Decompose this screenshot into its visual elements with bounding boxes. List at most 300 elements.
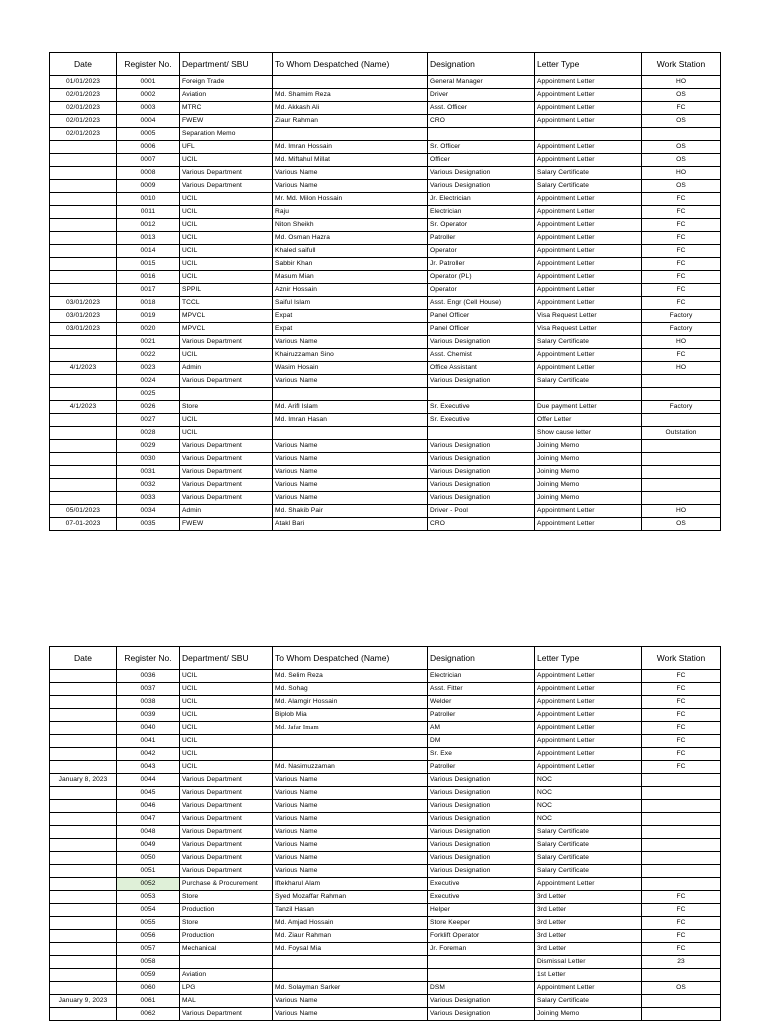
letter-type-cell: Appointment Letter bbox=[535, 102, 642, 115]
table-row bbox=[50, 982, 721, 995]
designation-cell bbox=[428, 969, 535, 982]
date-cell bbox=[50, 761, 117, 774]
table-row bbox=[50, 683, 721, 696]
work-station-cell bbox=[642, 826, 721, 839]
letter-type-cell: Appointment Letter bbox=[535, 982, 642, 995]
despatched-to-cell: Expat bbox=[273, 310, 428, 323]
department-cell: Various Department bbox=[180, 839, 273, 852]
despatched-to-cell bbox=[273, 748, 428, 761]
date-cell bbox=[50, 891, 117, 904]
despatched-to-cell: Various Name bbox=[273, 1008, 428, 1021]
table-row bbox=[50, 1008, 721, 1021]
work-station-cell: 23 bbox=[642, 956, 721, 969]
department-cell: Mechanical bbox=[180, 943, 273, 956]
designation-cell: Various Designation bbox=[428, 852, 535, 865]
department-cell: Production bbox=[180, 930, 273, 943]
despatched-to-cell: Various Name bbox=[273, 787, 428, 800]
letter-type-cell: Appointment Letter bbox=[535, 761, 642, 774]
register-no-cell: 0055 bbox=[117, 917, 180, 930]
register-no-cell: 0005 bbox=[117, 128, 180, 141]
table-row bbox=[50, 943, 721, 956]
table-row bbox=[50, 891, 721, 904]
register-no-cell: 0022 bbox=[117, 349, 180, 362]
table-row bbox=[50, 284, 721, 297]
letter-type-cell: Salary Certificate bbox=[535, 336, 642, 349]
letter-type-cell: Appointment Letter bbox=[535, 505, 642, 518]
register-no-cell: 0031 bbox=[117, 466, 180, 479]
work-station-cell: FC bbox=[642, 696, 721, 709]
despatched-to-cell: Various Name bbox=[273, 440, 428, 453]
register-no-cell: 0025 bbox=[117, 388, 180, 401]
register-no-cell: 0036 bbox=[117, 670, 180, 683]
work-station-cell: FC bbox=[642, 219, 721, 232]
register-no-cell: 0058 bbox=[117, 956, 180, 969]
work-station-cell: FC bbox=[642, 284, 721, 297]
letter-type-cell: 3rd Letter bbox=[535, 943, 642, 956]
register-no-cell: 0029 bbox=[117, 440, 180, 453]
work-station-cell bbox=[642, 813, 721, 826]
despatched-to-cell: Various Name bbox=[273, 180, 428, 193]
designation-cell: Various Designation bbox=[428, 167, 535, 180]
work-station-cell: Factory bbox=[642, 401, 721, 414]
letter-type-cell: 3rd Letter bbox=[535, 917, 642, 930]
date-cell bbox=[50, 787, 117, 800]
designation-cell: Officer bbox=[428, 154, 535, 167]
work-station-cell: FC bbox=[642, 748, 721, 761]
despatched-to-cell: Md. Amjad Hossain bbox=[273, 917, 428, 930]
department-cell: Various Department bbox=[180, 479, 273, 492]
register-no-cell: 0042 bbox=[117, 748, 180, 761]
department-cell: UFL bbox=[180, 141, 273, 154]
despatched-to-cell: Mr. Md. Milon Hossain bbox=[273, 193, 428, 206]
letter-type-cell: Appointment Letter bbox=[535, 219, 642, 232]
designation-cell: Various Designation bbox=[428, 787, 535, 800]
letter-type-cell: Due payment Letter bbox=[535, 401, 642, 414]
despatched-to-cell: Khaled saifull bbox=[273, 245, 428, 258]
department-cell: Various Department bbox=[180, 453, 273, 466]
date-cell bbox=[50, 427, 117, 440]
letter-type-cell: Appointment Letter bbox=[535, 245, 642, 258]
despatched-to-cell: Aznir Hossain bbox=[273, 284, 428, 297]
department-cell: UCIL bbox=[180, 427, 273, 440]
register-no-cell: 0001 bbox=[117, 76, 180, 89]
work-station-cell: FC bbox=[642, 761, 721, 774]
date-cell bbox=[50, 141, 117, 154]
date-cell: 05/01/2023 bbox=[50, 505, 117, 518]
letter-type-cell: Appointment Letter bbox=[535, 518, 642, 531]
work-station-cell bbox=[642, 995, 721, 1008]
department-cell: Various Department bbox=[180, 375, 273, 388]
work-station-cell: OS bbox=[642, 115, 721, 128]
work-station-cell bbox=[642, 492, 721, 505]
work-station-cell bbox=[642, 453, 721, 466]
designation-cell: Asst. Fitter bbox=[428, 683, 535, 696]
letter-type-cell: Visa Request Letter bbox=[535, 323, 642, 336]
designation-cell: DSM bbox=[428, 982, 535, 995]
department-cell: UCIL bbox=[180, 154, 273, 167]
despatched-to-cell: Various Name bbox=[273, 800, 428, 813]
work-station-cell: FC bbox=[642, 245, 721, 258]
table-row bbox=[50, 505, 721, 518]
work-station-cell: FC bbox=[642, 206, 721, 219]
table-row bbox=[50, 375, 721, 388]
register-no-cell: 0045 bbox=[117, 787, 180, 800]
header-designation: Designation bbox=[428, 53, 535, 76]
register-no-cell: 0048 bbox=[117, 826, 180, 839]
work-station-cell bbox=[642, 969, 721, 982]
designation-cell: Various Designation bbox=[428, 375, 535, 388]
letter-type-cell: Appointment Letter bbox=[535, 232, 642, 245]
department-cell: Various Department bbox=[180, 826, 273, 839]
table-row bbox=[50, 258, 721, 271]
despatched-to-cell bbox=[273, 128, 428, 141]
table-row bbox=[50, 193, 721, 206]
table-row bbox=[50, 167, 721, 180]
letter-type-cell: Appointment Letter bbox=[535, 258, 642, 271]
register-no-cell: 0054 bbox=[117, 904, 180, 917]
department-cell: TCCL bbox=[180, 297, 273, 310]
department-cell: LPG bbox=[180, 982, 273, 995]
letter-type-cell: Joining Memo bbox=[535, 479, 642, 492]
letter-type-cell: Salary Certificate bbox=[535, 852, 642, 865]
table-row bbox=[50, 479, 721, 492]
date-cell bbox=[50, 969, 117, 982]
department-cell: Various Department bbox=[180, 787, 273, 800]
letter-type-cell: Salary Certificate bbox=[535, 839, 642, 852]
despatched-to-cell: Khairuzzaman Sino bbox=[273, 349, 428, 362]
work-station-cell: FC bbox=[642, 193, 721, 206]
register-no-cell: 0044 bbox=[117, 774, 180, 787]
designation-cell: Office Assistant bbox=[428, 362, 535, 375]
table-row bbox=[50, 323, 721, 336]
designation-cell: Sr. Exe bbox=[428, 748, 535, 761]
designation-cell: CRO bbox=[428, 518, 535, 531]
date-cell bbox=[50, 670, 117, 683]
letter-type-cell: Appointment Letter bbox=[535, 362, 642, 375]
register-no-cell: 0003 bbox=[117, 102, 180, 115]
work-station-cell bbox=[642, 440, 721, 453]
despatched-to-cell: Tanzil Hasan bbox=[273, 904, 428, 917]
designation-cell bbox=[428, 388, 535, 401]
work-station-cell bbox=[642, 466, 721, 479]
table-row bbox=[50, 89, 721, 102]
date-cell: 02/01/2023 bbox=[50, 102, 117, 115]
letter-type-cell: NOC bbox=[535, 787, 642, 800]
letter-type-cell: Dismissal Letter bbox=[535, 956, 642, 969]
designation-cell: Helper bbox=[428, 904, 535, 917]
work-station-cell: FC bbox=[642, 232, 721, 245]
despatched-to-cell: Various Name bbox=[273, 479, 428, 492]
table-row bbox=[50, 115, 721, 128]
register-no-cell: 0017 bbox=[117, 284, 180, 297]
department-cell: UCIL bbox=[180, 271, 273, 284]
table-row bbox=[50, 735, 721, 748]
register-no-cell: 0046 bbox=[117, 800, 180, 813]
despatched-to-cell: Sabbir Khan bbox=[273, 258, 428, 271]
table-body bbox=[50, 670, 721, 1021]
department-cell: UCIL bbox=[180, 748, 273, 761]
table-row bbox=[50, 518, 721, 531]
register-no-cell: 0013 bbox=[117, 232, 180, 245]
despatched-to-cell bbox=[273, 735, 428, 748]
register-no-cell: 0040 bbox=[117, 722, 180, 735]
register-no-cell: 0019 bbox=[117, 310, 180, 323]
department-cell: Various Department bbox=[180, 1008, 273, 1021]
department-cell: UCIL bbox=[180, 683, 273, 696]
date-cell bbox=[50, 271, 117, 284]
department-cell: FWEW bbox=[180, 518, 273, 531]
letter-type-cell: Appointment Letter bbox=[535, 709, 642, 722]
table-row bbox=[50, 427, 721, 440]
department-cell: Production bbox=[180, 904, 273, 917]
table-row bbox=[50, 774, 721, 787]
date-cell: 01/01/2023 bbox=[50, 76, 117, 89]
register-no-cell: 0047 bbox=[117, 813, 180, 826]
date-cell bbox=[50, 722, 117, 735]
letter-type-cell: Joining Memo bbox=[535, 466, 642, 479]
table-row bbox=[50, 492, 721, 505]
date-cell bbox=[50, 800, 117, 813]
date-cell: 02/01/2023 bbox=[50, 89, 117, 102]
letter-type-cell bbox=[535, 388, 642, 401]
department-cell: MPVCL bbox=[180, 310, 273, 323]
work-station-cell: FC bbox=[642, 102, 721, 115]
letter-type-cell: 3rd Letter bbox=[535, 904, 642, 917]
letter-type-cell: Salary Certificate bbox=[535, 995, 642, 1008]
register-no-cell: 0010 bbox=[117, 193, 180, 206]
date-cell bbox=[50, 748, 117, 761]
department-cell: MTRC bbox=[180, 102, 273, 115]
table-row bbox=[50, 440, 721, 453]
work-station-cell: OS bbox=[642, 154, 721, 167]
designation-cell: DM bbox=[428, 735, 535, 748]
work-station-cell bbox=[642, 774, 721, 787]
despatch-register-table-2 bbox=[49, 646, 721, 1021]
designation-cell: Jr. Electrician bbox=[428, 193, 535, 206]
register-no-cell: 0038 bbox=[117, 696, 180, 709]
date-cell bbox=[50, 878, 117, 891]
designation-cell: Various Designation bbox=[428, 336, 535, 349]
register-no-cell: 0024 bbox=[117, 375, 180, 388]
department-cell: Admin bbox=[180, 362, 273, 375]
designation-cell: Various Designation bbox=[428, 774, 535, 787]
work-station-cell: OS bbox=[642, 518, 721, 531]
letter-type-cell: Appointment Letter bbox=[535, 349, 642, 362]
table-row bbox=[50, 362, 721, 375]
despatched-to-cell: Md. Jafar Imam bbox=[273, 722, 428, 735]
date-cell bbox=[50, 813, 117, 826]
department-cell: Purchase & Procurement bbox=[180, 878, 273, 891]
department-cell bbox=[180, 956, 273, 969]
designation-cell: Jr. Patroller bbox=[428, 258, 535, 271]
letter-type-cell: Appointment Letter bbox=[535, 670, 642, 683]
department-cell: Separation Memo bbox=[180, 128, 273, 141]
despatched-to-cell: Various Name bbox=[273, 839, 428, 852]
date-cell bbox=[50, 696, 117, 709]
designation-cell: Various Designation bbox=[428, 995, 535, 1008]
despatched-to-cell: Md. Foysal Mia bbox=[273, 943, 428, 956]
work-station-cell: FC bbox=[642, 917, 721, 930]
table-row bbox=[50, 128, 721, 141]
department-cell: UCIL bbox=[180, 349, 273, 362]
register-no-cell: 0015 bbox=[117, 258, 180, 271]
table-row bbox=[50, 102, 721, 115]
table-row bbox=[50, 813, 721, 826]
letter-type-cell: Joining Memo bbox=[535, 440, 642, 453]
despatched-to-cell: Various Name bbox=[273, 336, 428, 349]
table-row bbox=[50, 917, 721, 930]
department-cell: Aviation bbox=[180, 89, 273, 102]
letter-type-cell: Joining Memo bbox=[535, 1008, 642, 1021]
register-no-cell: 0014 bbox=[117, 245, 180, 258]
despatched-to-cell: Md. Osman Hazra bbox=[273, 232, 428, 245]
register-no-cell: 0030 bbox=[117, 453, 180, 466]
register-no-cell: 0043 bbox=[117, 761, 180, 774]
designation-cell: Various Designation bbox=[428, 479, 535, 492]
date-cell bbox=[50, 1008, 117, 1021]
work-station-cell: HO bbox=[642, 362, 721, 375]
date-cell bbox=[50, 414, 117, 427]
date-cell: January 9, 2023 bbox=[50, 995, 117, 1008]
register-no-cell: 0056 bbox=[117, 930, 180, 943]
table-row bbox=[50, 852, 721, 865]
work-station-cell bbox=[642, 878, 721, 891]
date-cell bbox=[50, 232, 117, 245]
designation-cell: Operator bbox=[428, 245, 535, 258]
date-cell: 02/01/2023 bbox=[50, 128, 117, 141]
work-station-cell: OS bbox=[642, 141, 721, 154]
work-station-cell: FC bbox=[642, 722, 721, 735]
date-cell bbox=[50, 258, 117, 271]
designation-cell: CRO bbox=[428, 115, 535, 128]
work-station-cell: OS bbox=[642, 89, 721, 102]
register-no-cell: 0008 bbox=[117, 167, 180, 180]
date-cell bbox=[50, 453, 117, 466]
letter-type-cell: Salary Certificate bbox=[535, 865, 642, 878]
header-department: Department/ SBU bbox=[180, 53, 273, 76]
letter-type-cell bbox=[535, 128, 642, 141]
register-no-cell: 0060 bbox=[117, 982, 180, 995]
department-cell: MAL bbox=[180, 995, 273, 1008]
letter-type-cell: 3rd Letter bbox=[535, 930, 642, 943]
header-work-station: Work Station bbox=[642, 647, 721, 670]
despatched-to-cell: Wasim Hosain bbox=[273, 362, 428, 375]
letter-type-cell: Show cause letter bbox=[535, 427, 642, 440]
header-row bbox=[50, 53, 721, 76]
letter-type-cell: Appointment Letter bbox=[535, 722, 642, 735]
department-cell: Store bbox=[180, 917, 273, 930]
table-row bbox=[50, 722, 721, 735]
date-cell: January 8, 2023 bbox=[50, 774, 117, 787]
despatched-to-cell: Masum Mian bbox=[273, 271, 428, 284]
department-cell: Various Department bbox=[180, 180, 273, 193]
date-cell bbox=[50, 284, 117, 297]
register-no-cell: 0009 bbox=[117, 180, 180, 193]
work-station-cell: FC bbox=[642, 930, 721, 943]
work-station-cell: FC bbox=[642, 349, 721, 362]
date-cell bbox=[50, 982, 117, 995]
despatched-to-cell: Syed Mozaffar Rahman bbox=[273, 891, 428, 904]
date-cell bbox=[50, 180, 117, 193]
department-cell: MPVCL bbox=[180, 323, 273, 336]
date-cell: 03/01/2023 bbox=[50, 323, 117, 336]
register-no-cell: 0052 bbox=[117, 878, 180, 891]
letter-type-cell: NOC bbox=[535, 813, 642, 826]
despatched-to-cell: Iftekharul Alam bbox=[273, 878, 428, 891]
date-cell bbox=[50, 839, 117, 852]
register-no-cell: 0057 bbox=[117, 943, 180, 956]
work-station-cell bbox=[642, 414, 721, 427]
department-cell: Various Department bbox=[180, 440, 273, 453]
designation-cell: Various Designation bbox=[428, 826, 535, 839]
register-no-cell: 0037 bbox=[117, 683, 180, 696]
work-station-cell bbox=[642, 865, 721, 878]
letter-type-cell: NOC bbox=[535, 774, 642, 787]
work-station-cell bbox=[642, 388, 721, 401]
letter-type-cell: Appointment Letter bbox=[535, 89, 642, 102]
designation-cell: Various Designation bbox=[428, 440, 535, 453]
department-cell: Various Department bbox=[180, 336, 273, 349]
date-cell bbox=[50, 193, 117, 206]
despatched-to-cell: Various Name bbox=[273, 826, 428, 839]
register-no-cell: 0053 bbox=[117, 891, 180, 904]
despatched-to-cell: Various Name bbox=[273, 492, 428, 505]
letter-type-cell: Appointment Letter bbox=[535, 748, 642, 761]
header-letter-type: Letter Type bbox=[535, 647, 642, 670]
despatched-to-cell: Various Name bbox=[273, 453, 428, 466]
department-cell: UCIL bbox=[180, 761, 273, 774]
table-row bbox=[50, 453, 721, 466]
table-body bbox=[50, 76, 721, 531]
register-no-cell: 0051 bbox=[117, 865, 180, 878]
date-cell bbox=[50, 904, 117, 917]
letter-type-cell: Appointment Letter bbox=[535, 271, 642, 284]
letter-type-cell: Joining Memo bbox=[535, 492, 642, 505]
department-cell: FWEW bbox=[180, 115, 273, 128]
designation-cell: AM bbox=[428, 722, 535, 735]
work-station-cell: Factory bbox=[642, 310, 721, 323]
department-cell: UCIL bbox=[180, 709, 273, 722]
despatched-to-cell: Various Name bbox=[273, 865, 428, 878]
table-row bbox=[50, 969, 721, 982]
despatched-to-cell: Various Name bbox=[273, 466, 428, 479]
date-cell bbox=[50, 826, 117, 839]
despatched-to-cell: Various Name bbox=[273, 167, 428, 180]
date-cell bbox=[50, 709, 117, 722]
letter-type-cell: Salary Certificate bbox=[535, 826, 642, 839]
date-cell bbox=[50, 440, 117, 453]
department-cell: Various Department bbox=[180, 852, 273, 865]
header-designation: Designation bbox=[428, 647, 535, 670]
designation-cell: Sr. Executive bbox=[428, 401, 535, 414]
table-row bbox=[50, 245, 721, 258]
register-no-cell: 0028 bbox=[117, 427, 180, 440]
department-cell: Store bbox=[180, 401, 273, 414]
designation-cell: Jr. Foreman bbox=[428, 943, 535, 956]
despatched-to-cell: Md. Solayman Sarker bbox=[273, 982, 428, 995]
department-cell: UCIL bbox=[180, 722, 273, 735]
header-register-no: Register No. bbox=[117, 53, 180, 76]
despatched-to-cell: Various Name bbox=[273, 995, 428, 1008]
work-station-cell: OS bbox=[642, 982, 721, 995]
header-work-station: Work Station bbox=[642, 53, 721, 76]
designation-cell: Various Designation bbox=[428, 180, 535, 193]
register-no-cell: 0041 bbox=[117, 735, 180, 748]
table-row bbox=[50, 865, 721, 878]
despatched-to-cell: Md. Selim Reza bbox=[273, 670, 428, 683]
designation-cell: Driver bbox=[428, 89, 535, 102]
header-letter-type: Letter Type bbox=[535, 53, 642, 76]
